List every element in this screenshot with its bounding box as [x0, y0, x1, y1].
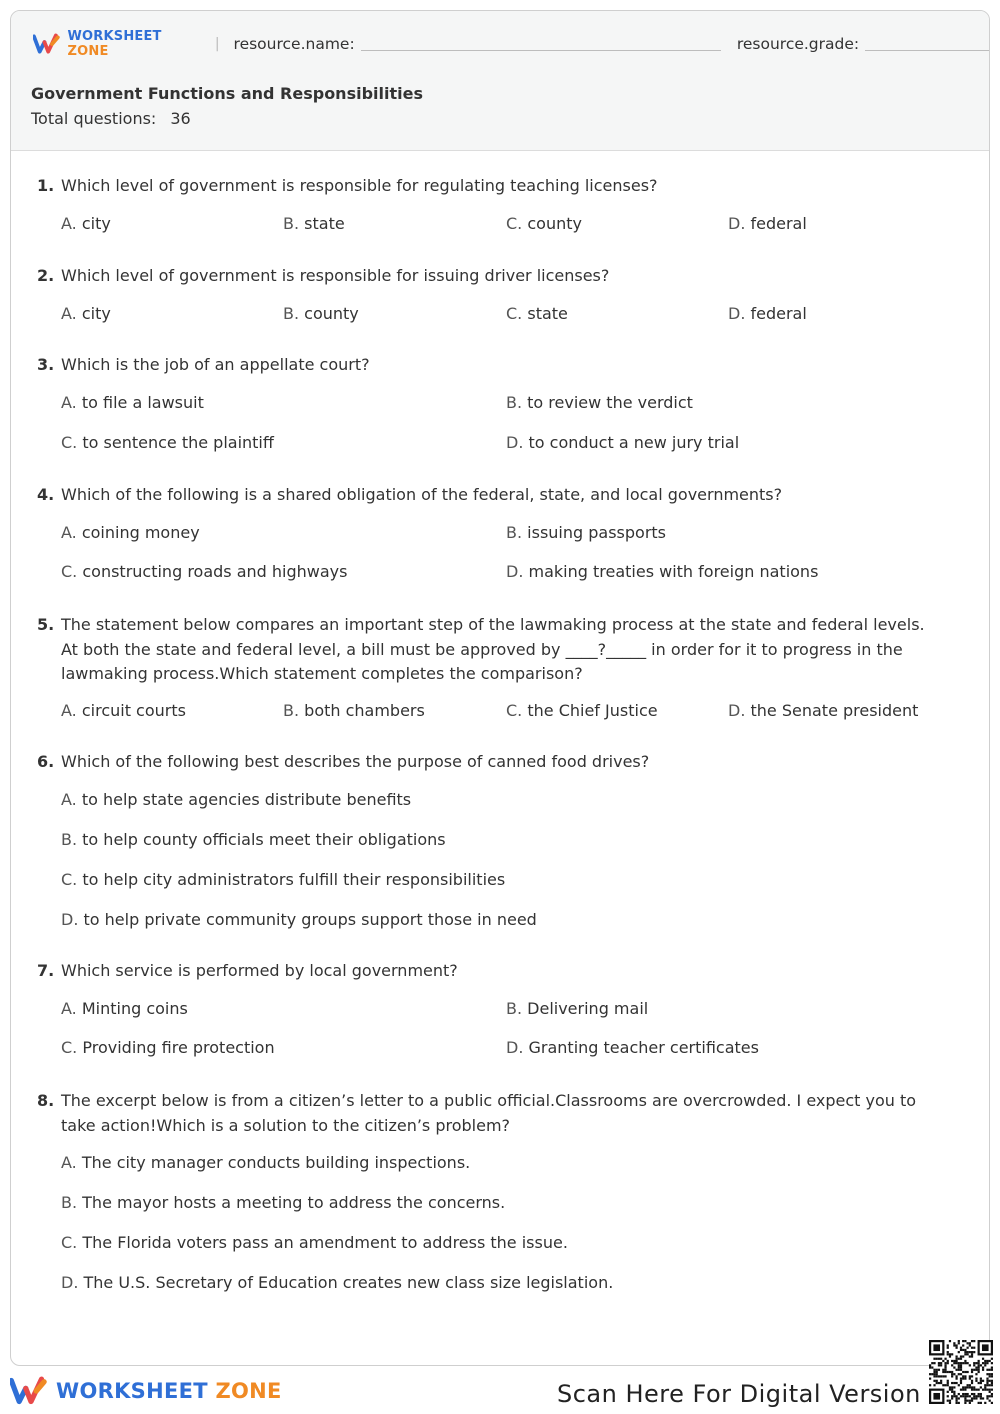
answer-option[interactable] — [61, 1038, 275, 1057]
answer-option-letter: C. — [61, 870, 78, 889]
question-number: 2. — [37, 266, 55, 285]
answer-option-letter: D. — [506, 433, 524, 452]
qr-code-icon[interactable] — [929, 1340, 993, 1404]
answer-option[interactable] — [61, 393, 204, 412]
resource-name-label: resource.name: — [233, 35, 355, 53]
answer-option-letter: D. — [728, 214, 746, 233]
answer-option-text: coining money — [81, 523, 200, 542]
scan-for-digital-version: Scan Here For Digital Version — [557, 1380, 921, 1408]
answer-option[interactable] — [506, 214, 582, 233]
answer-option[interactable] — [61, 523, 200, 542]
answer-option-letter: B. — [506, 393, 523, 412]
answer-option-letter: B. — [506, 523, 523, 542]
answer-option-text: The Florida voters pass an amendment to address the issue. — [82, 1233, 568, 1252]
answer-option[interactable] — [61, 304, 111, 323]
answer-option-text: city — [81, 304, 111, 323]
question-number: 1. — [37, 176, 55, 195]
question-text: Which is the job of an appellate court? — [61, 355, 370, 374]
answer-option-text: city — [81, 214, 111, 233]
answer-option-text: to help private community groups support those in need — [83, 910, 537, 929]
question-text: Which of the following best describes the purpose of canned food drives? — [61, 752, 650, 771]
answer-option-letter: A. — [61, 999, 77, 1018]
answer-option-letter: A. — [61, 523, 77, 542]
question-text: The excerpt below is from a citizen’s letter to a public official.Classrooms are overcrowded. I expect you to take action!Which is a solution to the citizen’s problem? — [61, 1091, 917, 1135]
answer-option[interactable] — [506, 304, 568, 323]
answer-option-letter: D. — [506, 1038, 524, 1057]
answer-option-letter: D. — [728, 701, 746, 720]
answer-option[interactable] — [728, 701, 918, 720]
answer-option-letter: C. — [61, 1038, 78, 1057]
answer-option[interactable] — [61, 1233, 568, 1252]
resource-grade-field[interactable] — [865, 37, 989, 51]
total-questions — [31, 109, 191, 128]
question-text: Which service is performed by local government? — [61, 961, 458, 980]
answer-option-letter: A. — [61, 304, 77, 323]
answer-option-text: federal — [750, 214, 807, 233]
answer-option[interactable] — [61, 830, 446, 849]
answer-option-text: The mayor hosts a meeting to address the concerns. — [82, 1193, 506, 1212]
answer-option-letter: B. — [283, 214, 300, 233]
answer-option[interactable] — [61, 1193, 505, 1212]
answer-option-text: Granting teacher certificates — [528, 1038, 759, 1057]
answer-option[interactable] — [61, 790, 411, 809]
answer-option[interactable] — [283, 304, 359, 323]
worksheet-title: Government Functions and Responsibilities — [31, 84, 423, 103]
answer-option-text: Providing fire protection — [82, 1038, 275, 1057]
total-questions-value: 36 — [170, 109, 191, 128]
question-number: 6. — [37, 752, 55, 771]
answer-option-letter: D. — [728, 304, 746, 323]
question-number: 3. — [37, 355, 55, 374]
answer-option-text: federal — [750, 304, 807, 323]
answer-option[interactable] — [61, 999, 188, 1018]
question-number: 5. — [37, 615, 55, 634]
answer-option-letter: A. — [61, 1153, 77, 1172]
answer-option-letter: A. — [61, 790, 77, 809]
answer-option[interactable] — [728, 304, 807, 323]
worksheet-header — [11, 11, 989, 151]
answer-option[interactable] — [61, 433, 274, 452]
answer-option-text: The city manager conducts building inspections. — [81, 1153, 471, 1172]
answer-option[interactable] — [61, 701, 186, 720]
question-text: The statement below compares an important step of the lawmaking process at the state and federal levels. At both the state and federal level, a bill must be approved by ____?_____ in order for it to progress in the lawmaking process.Which statement completes the comparison? — [61, 615, 925, 683]
answer-option-letter: C. — [61, 1233, 78, 1252]
answer-option-text: state — [304, 214, 345, 233]
answer-option-text: making treaties with foreign nations — [528, 562, 819, 581]
answer-option[interactable] — [61, 870, 505, 889]
answer-option[interactable] — [61, 562, 347, 581]
answer-option[interactable] — [506, 701, 658, 720]
answer-option-letter: D. — [61, 1273, 79, 1292]
answer-option-letter: C. — [61, 433, 78, 452]
question-text: Which level of government is responsible for issuing driver licenses? — [61, 266, 610, 285]
question-text: Which level of government is responsible for regulating teaching licenses? — [61, 176, 658, 195]
answer-option-text: Minting coins — [81, 999, 188, 1018]
question-number: 4. — [37, 485, 55, 504]
page-footer — [0, 1366, 1000, 1414]
answer-option[interactable] — [61, 214, 111, 233]
answer-option-text: county — [527, 214, 582, 233]
answer-option-text: The U.S. Secretary of Education creates new class size legislation. — [83, 1273, 614, 1292]
answer-option-text: to sentence the plaintiff — [82, 433, 274, 452]
resource-grade-label: resource.grade: — [736, 35, 860, 53]
answer-option-letter: B. — [283, 701, 300, 720]
answer-option-text: to help city administrators fulfill their responsibilities — [82, 870, 506, 889]
answer-option-letter: D. — [506, 562, 524, 581]
answer-option-text: circuit courts — [81, 701, 186, 720]
answer-option-text: to help county officials meet their obligations — [82, 830, 446, 849]
answer-option-text: to conduct a new jury trial — [528, 433, 740, 452]
header-brand-row — [33, 29, 989, 59]
resource-name-field[interactable] — [361, 37, 721, 51]
worksheet-sheet — [10, 10, 990, 1366]
answer-option-letter: B. — [283, 304, 300, 323]
answer-option-letter: A. — [61, 393, 77, 412]
worksheet-zone-logo-icon — [10, 1376, 52, 1406]
answer-option[interactable] — [506, 999, 648, 1018]
answer-option-letter: C. — [506, 701, 523, 720]
answer-option[interactable] — [283, 701, 425, 720]
answer-option-text: to help state agencies distribute benefits — [81, 790, 412, 809]
question-number: 7. — [37, 961, 55, 980]
answer-option[interactable] — [61, 910, 537, 929]
answer-option-letter: C. — [61, 562, 78, 581]
answer-option-text: county — [304, 304, 359, 323]
answer-option[interactable] — [283, 214, 345, 233]
answer-option-text: state — [527, 304, 568, 323]
total-questions-label: Total questions: — [31, 109, 157, 128]
answer-option-letter: A. — [61, 214, 77, 233]
header-separator: | — [214, 36, 220, 52]
answer-option-text: to file a lawsuit — [81, 393, 204, 412]
answer-option-letter: A. — [61, 701, 77, 720]
answer-option-text: to review the verdict — [527, 393, 693, 412]
answer-option[interactable] — [728, 214, 807, 233]
answer-option-letter: B. — [61, 830, 78, 849]
answer-option[interactable] — [506, 523, 666, 542]
answer-option[interactable] — [506, 393, 693, 412]
answer-option[interactable] — [506, 562, 818, 581]
answer-option-text: Delivering mail — [527, 999, 649, 1018]
answer-option[interactable] — [506, 433, 739, 452]
question-number: 8. — [37, 1091, 55, 1110]
answer-option-letter: B. — [506, 999, 523, 1018]
answer-option[interactable] — [506, 1038, 759, 1057]
answer-option-letter: C. — [506, 214, 523, 233]
answer-option[interactable] — [61, 1153, 470, 1172]
answer-option-letter: B. — [61, 1193, 78, 1212]
footer-brand-name: WORKSHEET ZONE — [56, 1379, 282, 1403]
header-brand-name: WORKSHEET ZONE — [67, 29, 162, 59]
answer-option-text: both chambers — [304, 701, 425, 720]
answer-option-text: constructing roads and highways — [82, 562, 348, 581]
worksheet-zone-logo-icon — [33, 33, 63, 55]
question-text: Which of the following is a shared obligation of the federal, state, and local governments? — [61, 485, 783, 504]
answer-option-letter: D. — [61, 910, 79, 929]
answer-option-text: the Chief Justice — [527, 701, 658, 720]
footer-brand — [10, 1376, 282, 1406]
answer-option-letter: C. — [506, 304, 523, 323]
answer-option-text: the Senate president — [750, 701, 919, 720]
answer-option-text: issuing passports — [527, 523, 667, 542]
answer-option[interactable] — [61, 1273, 613, 1292]
